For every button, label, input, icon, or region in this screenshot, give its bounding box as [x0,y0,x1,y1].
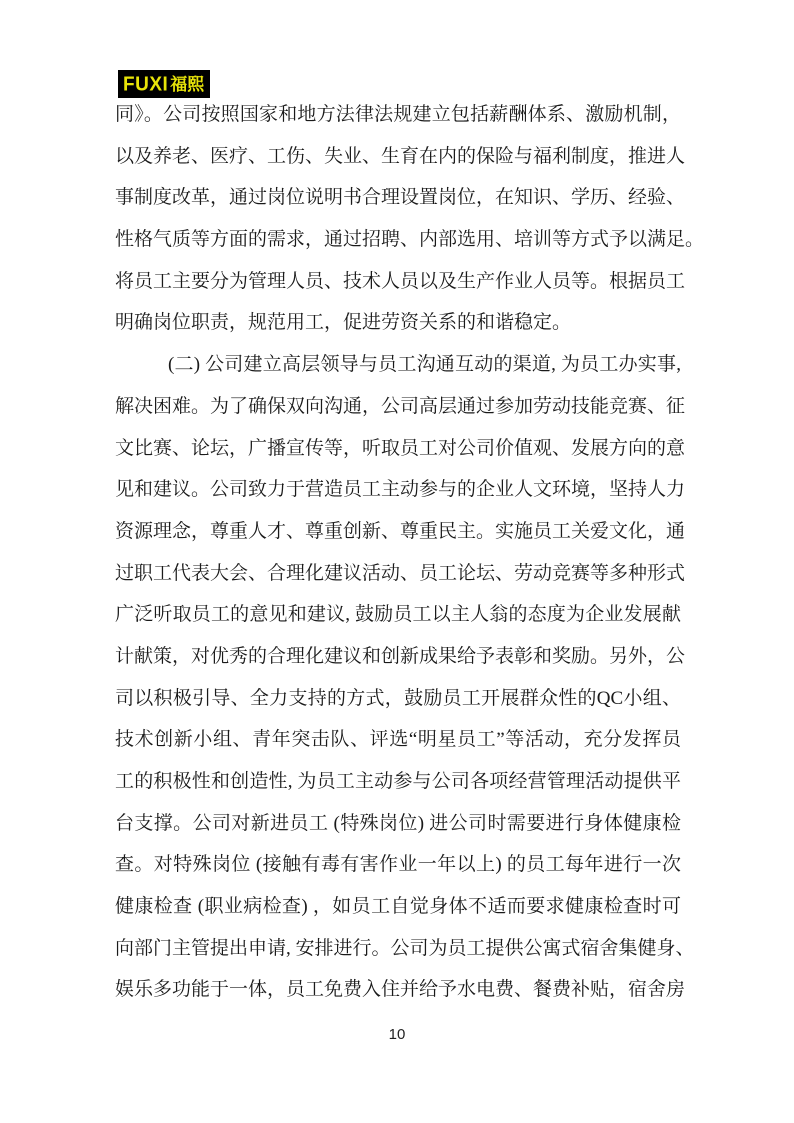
body-line: 技术创新小组、青年突击队、评选“明星员工”等活动，充分发挥员 [115,729,681,751]
body-line: 同》。公司按照国家和地方法律法规建立包括薪酬体系、激励机制， [115,104,681,125]
body-line: 见和建议。公司致力于营造员工主动参与的企业人文环境，坚持人力 [115,479,686,501]
body-line: 台支撑。公司对新进员工 (特殊岗位) 进公司时需要进行身体健康检 [115,812,681,834]
body-line: 文比赛、论坛，广播宣传等，听取员工对公司价值观、发展方向的意 [115,437,686,459]
body-line: 广泛听取员工的意见和建议, 鼓励员工以主人翁的态度为企业发展献 [115,604,681,626]
body-line: 向部门主管提出申请, 安排进行。公司为员工提供公寓式宿舍集健身、 [115,937,695,959]
logo-cjk-text: 福熙 [170,74,205,94]
page-number: 10 [388,1026,406,1043]
body-line-paragraph-start: (二) 公司建立高层领导与员工沟通互动的渠道, 为员工办实事, [168,354,681,376]
body-line: 娱乐多功能于一体，员工免费入住并给予水电费、餐费补贴，宿舍房 [115,979,686,1001]
body-line: 解决困难。为了确保双向沟通，公司高层通过参加劳动技能竞赛、征 [115,395,686,417]
body-line: 过职工代表大会、合理化建议活动、员工论坛、劳动竞赛等多种形式 [115,562,686,584]
body-line: 以及养老、医疗、工伤、失业、生育在内的保险与福利制度，推进人 [115,145,686,167]
body-line: 计献策，对优秀的合理化建议和创新成果给予表彰和奖励。另外，公 [115,645,686,667]
body-line: 明确岗位职责，规范用工，促进劳资关系的和谐稳定。 [115,312,572,334]
body-line: 司以积极引导、全力支持的方式，鼓励员工开展群众性的QC小组、 [115,687,681,709]
body-line: 将员工主要分为管理人员、技术人员以及生产作业人员等。根据员工 [115,270,686,292]
logo-latin-text: FUXI [123,72,169,96]
body-line: 查。对特殊岗位 (接触有毒有害作业一年以上) 的员工每年进行一次 [115,854,681,876]
body-line: 性格气质等方面的需求，通过招聘、内部选用、培训等方式予以满足。 [115,229,705,251]
body-line: 事制度改革，通过岗位说明书合理设置岗位，在知识、学历、经验、 [115,187,686,209]
body-text [115,94,705,1011]
body-line: 资源理念，尊重人才、尊重创新、尊重民主。实施员工关爱文化，通 [115,520,686,542]
body-line: 健康检查 (职业病检查) ，如员工自觉身体不适而要求健康检查时可 [115,896,681,918]
body-line: 工的积极性和创造性, 为员工主动参与公司各项经营管理活动提供平 [115,771,681,792]
